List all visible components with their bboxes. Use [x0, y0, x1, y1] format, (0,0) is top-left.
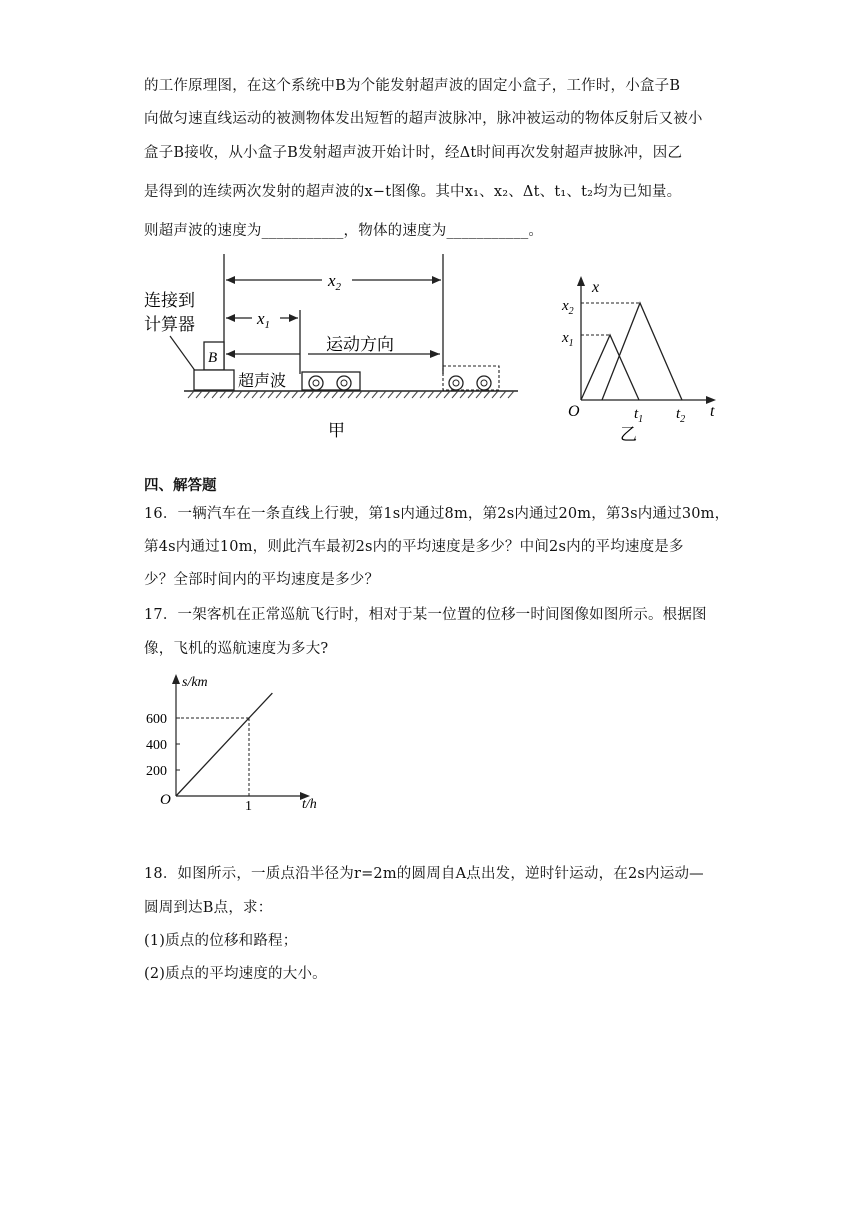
y-tick-label: 200	[146, 764, 167, 779]
t1-tick: $t_1$	[634, 406, 644, 425]
q18-line: (2)质点的平均速度的大小。	[144, 966, 327, 982]
ultrasonic-label: 超声波	[238, 371, 287, 390]
s-t-chart	[140, 668, 350, 818]
pulse-1	[581, 335, 639, 400]
intro-line: 盒子B接收，从小盒子B发射超声波开始计时，经Δt时间再次发射超声披脉冲，因乙	[144, 145, 683, 161]
motion-label: 运动方向	[326, 335, 394, 355]
y-tick-label: 600	[146, 712, 167, 727]
q17-line: 像，飞机的巡航速度为多大?	[144, 641, 329, 657]
section-title: 四、解答题	[144, 477, 217, 494]
q18-line: (1)质点的位移和路程；	[144, 933, 298, 949]
q16-line: 16．一辆汽车在一条直线上行驶，第1s内通过8m，第2s内通过20m，第3s内通过30m，	[144, 506, 730, 522]
figure-jia-caption: 甲	[328, 421, 345, 441]
intro-line: 是得到的连续两次发射的超声波的x−t图像。其中x₁、x₂、Δt、t₁、t₂均为已知量。	[144, 184, 682, 200]
x-tick-label: 1	[245, 799, 252, 814]
q16-line: 少？全部时间内的平均速度是多少？	[144, 572, 380, 588]
x2-tick: $x_2$	[562, 298, 574, 317]
box-b-label: B	[208, 350, 218, 366]
intro-line: 向做匀速直线运动的被测物体发出短暂的超声波脉冲，脉冲被运动的物体反射后又被小	[144, 111, 703, 127]
intro-line: 的工作原理图，在这个系统中B为个能发射超声波的固定小盒子，工作时，小盒子B	[144, 78, 681, 94]
axis-t-label: t	[710, 403, 715, 420]
axis-x-label: x	[592, 279, 600, 296]
figure-yi-caption: 乙	[620, 425, 637, 445]
q17-line: 17．一架客机在正常巡航飞行时，相对于某一位置的位移一时间图像如图所示。根据图	[144, 607, 707, 623]
x-axis-label: t/h	[302, 797, 317, 812]
intro-line: 则超声波的速度为___________，物体的速度为___________。	[144, 223, 544, 239]
q16-line: 第4s内通过10m，则此汽车最初2s内的平均速度是多少？中间2s内的平均速度是多	[144, 539, 684, 555]
origin-label: O	[568, 403, 580, 420]
x1-label: $x_1$	[257, 309, 271, 331]
figure-yi	[560, 272, 730, 448]
y-axis-label: s/km	[182, 675, 208, 690]
x2-label: $x_2$	[328, 271, 342, 293]
q18-line: 圆周到达B点，求：	[144, 900, 273, 916]
q18-line: 18．如图所示，一质点沿半径为r=2m的圆周自A点出发，逆时针运动，在2s内运动—	[144, 866, 704, 882]
figure-jia	[140, 250, 540, 450]
connect-label: 计算器	[144, 315, 195, 335]
series-line	[176, 693, 272, 796]
connect-label: 连接到	[144, 291, 195, 311]
t2-tick: $t_2$	[676, 406, 686, 425]
pulse-2	[602, 303, 682, 400]
x1-tick: $x_1$	[562, 330, 574, 349]
origin-label: O	[160, 792, 171, 808]
y-tick-label: 400	[146, 738, 167, 753]
